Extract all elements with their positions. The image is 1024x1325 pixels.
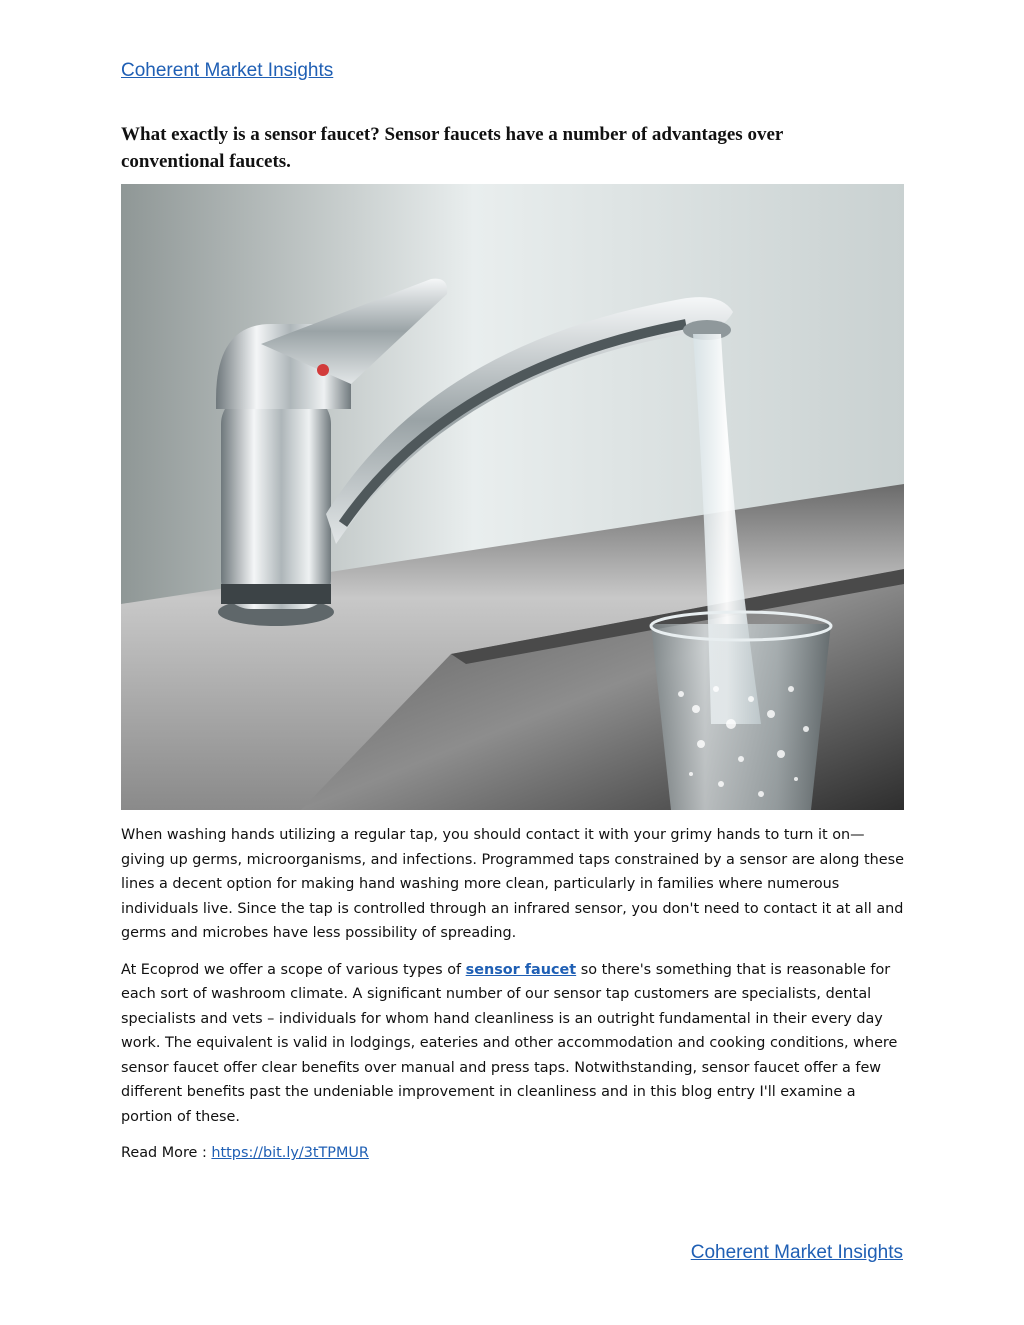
read-more-link[interactable]: https://bit.ly/3tTPMUR xyxy=(211,1145,369,1161)
article-title: What exactly is a sensor faucet? Sensor faucets have a number of advantages over conventional faucets. xyxy=(121,124,783,172)
sensor-faucet-link[interactable]: sensor faucet xyxy=(465,961,577,978)
footer-brand-link[interactable]: Coherent Market Insights xyxy=(690,1242,903,1263)
read-more-label: Read More : xyxy=(121,1145,212,1161)
article-body xyxy=(121,823,904,1178)
read-more-line xyxy=(121,1141,904,1166)
paragraph-2 xyxy=(121,958,904,1130)
paragraph-1: When washing hands utilizing a regular tap, you should contact it with your grimy hands to turn it on—giving up germs, microorganisms, and infections. Programmed taps constrained by a sensor are along these lines a decent option for making hand washing more clean, particularly in families where numerous individuals live. Since the tap is controlled through an infrared sensor, you don't need to contact it at all and germs and microbes have less possibility of spreading. xyxy=(121,827,904,941)
header-brand-link[interactable]: Coherent Market Insights xyxy=(121,60,334,81)
faucet-photo xyxy=(121,184,904,810)
paragraph-2-before: At Ecoprod we offer a scope of various types of xyxy=(121,961,466,978)
paragraph-2-after: so there's something that is reasonable for each sort of washroom climate. A significant number of our sensor tap customers are specialists, dental specialists and vets – individuals for whom hand cleanliness is an outright fundamental in their every day work. The equivalent is valid in lodgings, eateries and other accommodation and cooking conditions, where sensor faucet offer clear benefits over manual and press taps. Notwithstanding, sensor faucet offer a few different benefits past the undeniable improvement in cleanliness and in this blog entry I'll examine a portion of these. xyxy=(121,961,898,1125)
